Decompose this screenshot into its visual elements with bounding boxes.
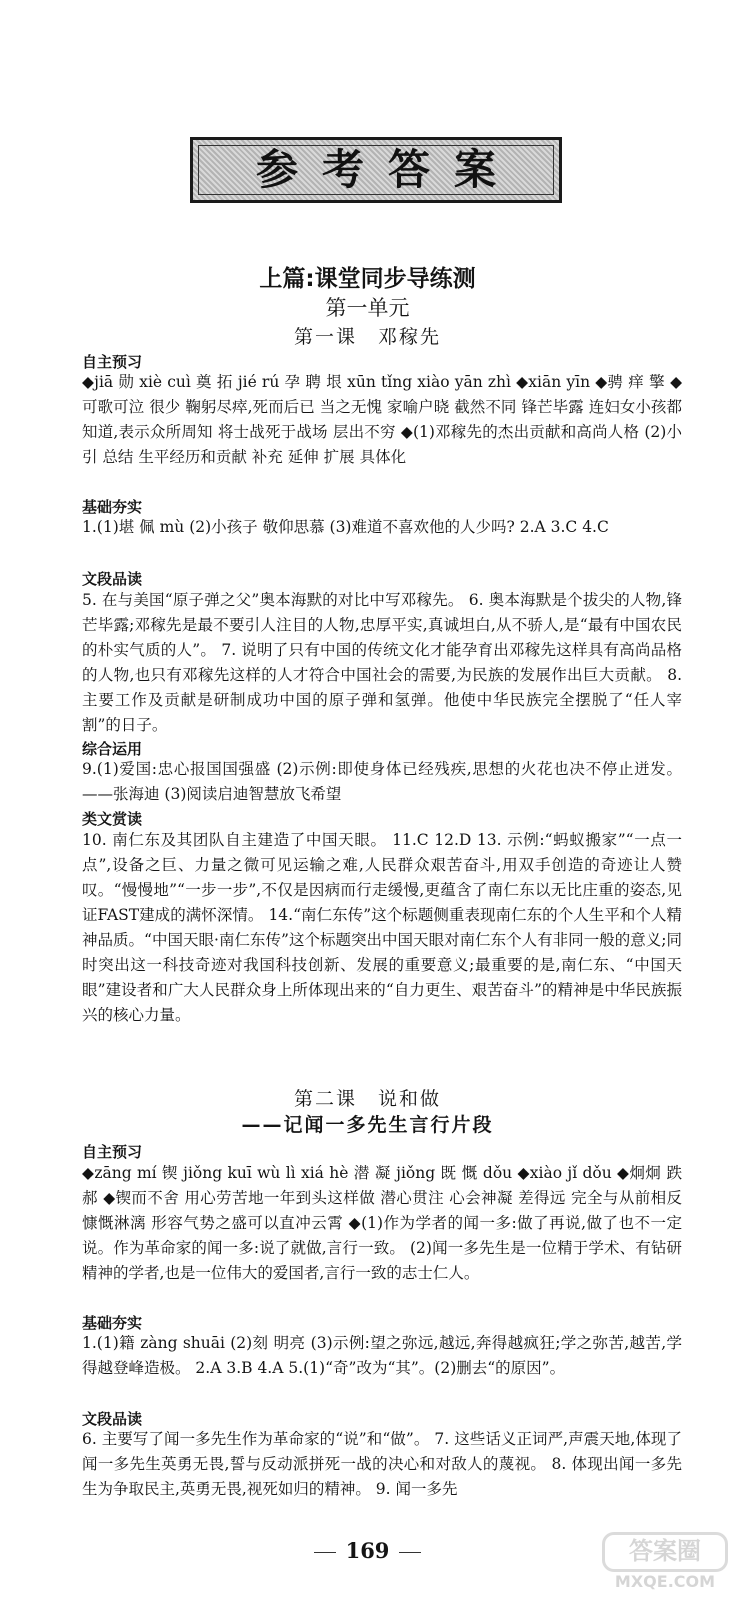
watermark-url: MXQE.COM [614, 1572, 716, 1591]
section-label: 自主预习 [82, 1143, 143, 1161]
answer-paragraph: ◆zāng mí 锲 jiǒng kuī wù lì xiá hè 潜 凝 jiǒng 既 慨 dǒu ◆xiào jǐ dǒu ◆炯炯 跌 郝 ◆锲而不舍 用心劳苦地一年到头这样做 潜心贯注 心会神凝 差得远 完全与从前相反 慷慨淋漓 形容气势之盛可以直冲云霄 ◆(1)作为学者的闻一多:做了再说,做了也不一定说。作为革命家的闻一多:说了就做,言行一致。 (2)闻一多先生是一位精于学术、有钻研精神的学者,也是一位伟大的爱国者,言行一致的志士仁人。 [82, 1164, 682, 1282]
lesson1-title: 第一课 邓稼先 [293, 326, 441, 348]
section-label: 文段品读 [82, 1410, 143, 1428]
watermark-logo: 答案圈 [602, 1532, 728, 1572]
answer-paragraph: 9.(1)爱国:忠心报国国强盛 (2)示例:即使身体已经残疾,思想的火花也决不停止迸发。——张海迪 (3)阅读启迪智慧放飞希望 [82, 760, 682, 803]
site-watermark [602, 1532, 728, 1594]
answer-paragraph: 5. 在与美国“原子弹之父”奥本海默的对比中写邓稼先。 6. 奥本海默是个拔尖的人物,锋芒毕露;邓稼先是最不要引人注目的人物,忠厚平实,真诚坦白,从不骄人,是“最有中国农民的朴实气质的人”。 7. 说明了只有中国的传统文化才能孕育出邓稼先这样具有高尚品格的人物,也只有邓稼先这样的人才符合中国社会的需要,为民族的发展作出巨大贡献。 8. 主要工作及贡献是研制成功中国的原子弹和氢弹。他使中华民族完全摆脱了“任人宰割”的日子。 [82, 591, 682, 734]
section-label: 文段品读 [82, 570, 143, 588]
answer-paragraph: 10. 南仁东及其团队自主建造了中国天眼。 11.C 12.D 13. 示例:“蚂蚁搬家”“一点一点”,设备之巨、力量之微可见运输之难,人民群众艰苦奋斗,用双手创造的奇迹让人赞叹。“慢慢地”“一步一步”,不仅是因病而行走缓慢,更蕴含了南仁东以无比庄重的姿态,见证FAST建成的满怀深情。 14.“南仁东传”这个标题侧重表现南仁东的个人生平和个人精神品质。“中国天眼·南仁东传”这个标题突出中国天眼对南仁东个人有非同一般的意义;同时突出这一科技奇迹对我国科技创新、发展的重要意义;最重要的是,南仁东、“中国天眼”建设者和广大人民群众身上所体现出来的“自力更生、艰苦奋斗”的精神是中华民族振兴的核心力量。 [82, 831, 682, 1024]
dash-divider [314, 1552, 336, 1553]
unit-title: 第一单元 [325, 296, 410, 320]
lesson2-subtitle: ——记闻一多先生言行片段 [241, 1114, 494, 1136]
page-number: 169 [345, 1538, 390, 1563]
answer-paragraph: 6. 主要写了闻一多先生作为革命家的“说”和“做”。 7. 这些话义正词严,声震天地,体现了闻一多先生英勇无畏,誓与反动派拼死一战的决心和对敌人的蔑视。 8. 体现出闻一多先生为争取民主,英勇无畏,视死如归的精神。 9. 闻一多先 [82, 1430, 682, 1498]
section-label: 综合运用 [82, 740, 143, 758]
part-title: 上篇:课堂同步导练测 [259, 266, 476, 292]
answer-banner [190, 137, 562, 203]
dash-divider [399, 1552, 421, 1553]
section-label: 自主预习 [82, 353, 143, 371]
banner-title: 参考答案 [255, 145, 520, 194]
section-label: 基础夯实 [82, 1314, 143, 1332]
answer-paragraph: 1.(1)堪 佩 mù (2)小孩子 敬仰思慕 (3)难道不喜欢他的人少吗? 2.A 3.C 4.C [82, 518, 609, 536]
answer-paragraph: ◆jiā 勋 xiè cuì 奠 拓 jié rú 孕 聘 垠 xūn tǐng xiào yān zhì ◆xiān yīn ◆骋 痒 擎 ◆可歌可泣 很少 鞠躬尽瘁,死而后已 当之无愧 家喻户晓 截然不同 锋芒毕露 连妇女小孩都知道,表示众所周知 将士战死于战场 层出不穷 ◆(1)邓稼先的杰出贡献和高尚人格 (2)小引 总结 生平经历和贡献 补充 延伸 扩展 具体化 [82, 373, 682, 466]
section-label: 基础夯实 [82, 498, 143, 516]
answer-paragraph: 1.(1)籍 zàng shuāi (2)刻 明亮 (3)示例:望之弥远,越远,奔得越疯狂;学之弥苦,越苦,学得越登峰造极。 2.A 3.B 4.A 5.(1)“奇”改为“其”。(2)删去“的原因”。 [82, 1334, 682, 1377]
lesson2-title: 第二课 说和做 [293, 1088, 441, 1110]
section-label: 类文赏读 [82, 810, 143, 828]
